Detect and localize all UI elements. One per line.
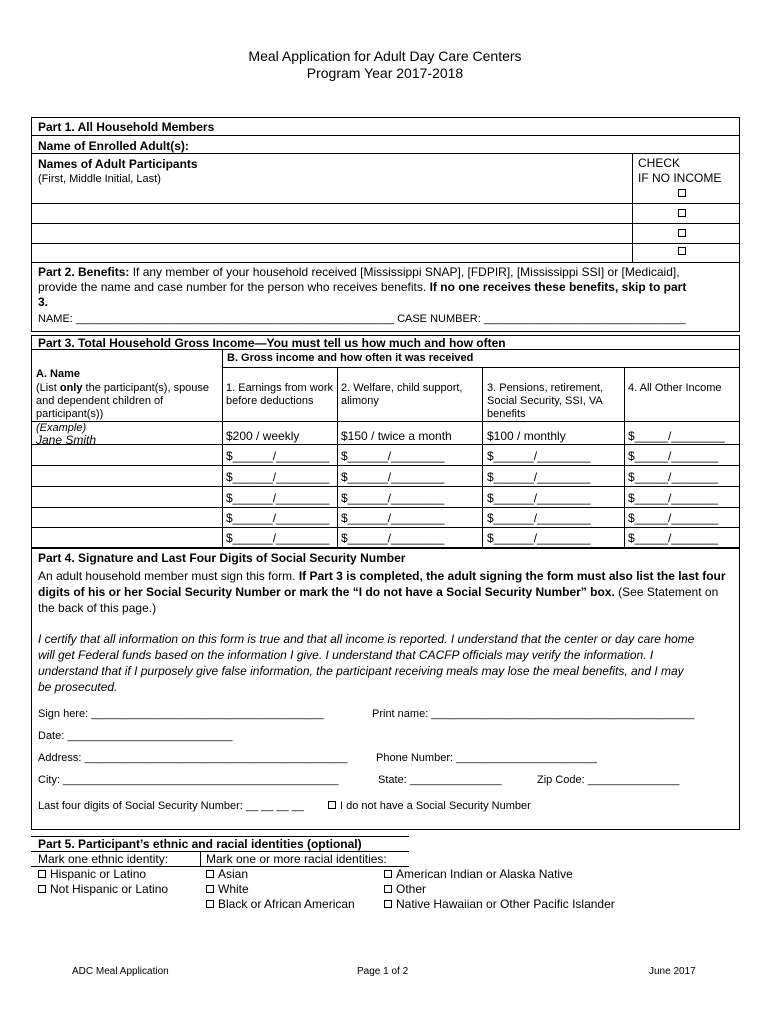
other-checkbox[interactable] bbox=[384, 885, 392, 893]
footer-date: June 2017 bbox=[649, 966, 696, 977]
part3-a-heading: A. Name bbox=[36, 368, 81, 380]
footer-page-number: Page 1 of 2 bbox=[357, 966, 409, 977]
part3-a-sub3: participant(s)) bbox=[36, 408, 104, 420]
zip-field[interactable]: Zip Code: _______________ bbox=[537, 774, 680, 786]
cert-line-3: understand that if I purposely give false information, the participant receiving meals may lose the meal benefits, and I may bbox=[38, 664, 684, 678]
income-row3-col4[interactable]: $_____/_______ bbox=[628, 491, 719, 505]
income-row4-col4[interactable]: $_____/_______ bbox=[628, 511, 719, 525]
part2-heading: Part 2. Benefits: bbox=[38, 265, 130, 279]
no-ssn-option[interactable]: I do not have a Social Security Number bbox=[328, 799, 531, 813]
cert-line-2: will get Federal funds based on the information I give. I understand that CACFP officials may verify the information. I bbox=[38, 648, 654, 662]
asian-checkbox[interactable] bbox=[206, 870, 214, 878]
cert-line-1: I certify that all information on this form is true and that all income is reported. I understand that the center or day care home bbox=[38, 632, 695, 646]
income-row5-col1[interactable]: $______/________ bbox=[226, 531, 330, 545]
col4-header-a: 4. All Other Income bbox=[628, 382, 722, 394]
example-col2: $150 / twice a month bbox=[341, 429, 452, 443]
address-field[interactable]: Address: ___________________________________________ bbox=[38, 752, 348, 764]
example-label: (Example) bbox=[36, 422, 87, 434]
hawaiian-checkbox[interactable] bbox=[384, 900, 392, 908]
no-income-checkbox-2[interactable] bbox=[678, 209, 686, 217]
example-col4: $_____/________ bbox=[628, 429, 725, 443]
black-checkbox[interactable] bbox=[206, 900, 214, 908]
example-col3: $100 / monthly bbox=[487, 429, 566, 443]
col3-header-c: benefits bbox=[487, 408, 526, 420]
income-row2-col2[interactable]: $______/________ bbox=[341, 470, 445, 484]
black-option[interactable]: Black or African American bbox=[206, 897, 355, 911]
part2-text-2a: provide the name and case number for the person who receives benefits. bbox=[38, 280, 427, 294]
col3-header-a: 3. Pensions, retirement, bbox=[487, 382, 604, 394]
income-row5-col4[interactable]: $_____/_______ bbox=[628, 531, 719, 545]
part2-text-1: If any member of your household received [Mississippi SNAP], [FDPIR], [Mississippi SSI] or [Medicaid], bbox=[132, 265, 680, 279]
check-header-2: IF NO INCOME bbox=[638, 171, 722, 185]
hispanic-option[interactable]: Hispanic or Latino bbox=[38, 867, 146, 881]
page-title bbox=[0, 48, 770, 82]
income-row1-col4[interactable]: $_____/_______ bbox=[628, 449, 719, 463]
american-indian-option[interactable]: American Indian or Alaska Native bbox=[384, 867, 573, 881]
print-name-field[interactable]: Print name: ___________________________________________ bbox=[372, 708, 695, 720]
part2-text-2b: If no one receives these benefits, skip to part bbox=[429, 280, 687, 294]
col1-header-a: 1. Earnings from work bbox=[226, 382, 333, 394]
income-row3-col2[interactable]: $______/________ bbox=[341, 491, 445, 505]
part1-heading: Part 1. All Household Members bbox=[38, 120, 215, 134]
hawaiian-option[interactable]: Native Hawaiian or Other Pacific Islander bbox=[384, 897, 615, 911]
income-row3-col1[interactable]: $______/________ bbox=[226, 491, 330, 505]
title-line-1: Meal Application for Adult Day Care Centers bbox=[248, 48, 522, 64]
col3-header-b: Social Security, SSI, VA bbox=[487, 395, 603, 407]
footer-left: ADC Meal Application bbox=[72, 966, 169, 977]
participant-name-field-4[interactable] bbox=[32, 244, 632, 263]
state-field[interactable]: State: _______________ bbox=[378, 774, 502, 786]
income-row2-col4[interactable]: $_____/_______ bbox=[628, 470, 719, 484]
income-row3-col3[interactable]: $______/________ bbox=[487, 491, 591, 505]
white-option[interactable]: White bbox=[206, 882, 249, 896]
sign-here-field[interactable]: Sign here: ______________________________________ bbox=[38, 708, 324, 720]
not-hispanic-checkbox[interactable] bbox=[38, 885, 46, 893]
date-field[interactable]: Date: ___________________________ bbox=[38, 730, 233, 742]
asian-option[interactable]: Asian bbox=[206, 867, 248, 881]
benefits-name-case-field[interactable]: NAME: ____________________________________________________ CASE NUMBER: _________________________________ bbox=[38, 313, 686, 325]
participant-name-field-2[interactable] bbox=[32, 204, 632, 223]
col2-header-a: 2. Welfare, child support, bbox=[341, 382, 463, 394]
not-hispanic-option[interactable]: Not Hispanic or Latino bbox=[38, 882, 168, 896]
part3-a-sub1: (List only the participant(s), spouse bbox=[36, 382, 210, 394]
income-row1-col3[interactable]: $______/________ bbox=[487, 449, 591, 463]
ethnic-label: Mark one ethnic identity: bbox=[38, 852, 169, 866]
no-income-checkbox-4[interactable] bbox=[678, 247, 686, 255]
part1-enrolled-label: Name of Enrolled Adult(s): bbox=[38, 139, 189, 153]
ssn-last-four-field[interactable]: Last four digits of Social Security Number: __ __ __ __ bbox=[38, 800, 304, 812]
part5-heading: Part 5. Participant’s ethnic and racial identities (optional) bbox=[38, 837, 362, 851]
col2-header-b: alimony bbox=[341, 395, 379, 407]
no-income-checkbox-1[interactable] bbox=[678, 189, 686, 197]
part4-instructions: An adult household member must sign this form. If Part 3 is completed, the adult signing the form must also list the last four digits of his or her Social Security Number or mark the “I do not have a Social Security Number” box. (See Statement on the back of this page.) bbox=[38, 569, 726, 615]
check-header-1: CHECK bbox=[638, 156, 681, 170]
racial-label: Mark one or more racial identities: bbox=[206, 852, 387, 866]
part4-heading: Part 4. Signature and Last Four Digits of Social Security Number bbox=[38, 551, 406, 565]
income-row1-col1[interactable]: $______/________ bbox=[226, 449, 330, 463]
part2-line2 bbox=[38, 280, 686, 294]
income-row4-col2[interactable]: $______/________ bbox=[341, 511, 445, 525]
phone-field[interactable]: Phone Number: _______________________ bbox=[376, 752, 597, 764]
income-row4-col1[interactable]: $______/________ bbox=[226, 511, 330, 525]
part1-names-heading: Names of Adult Participants bbox=[38, 157, 198, 171]
income-row5-col2[interactable]: $______/________ bbox=[341, 531, 445, 545]
other-option[interactable]: Other bbox=[384, 882, 426, 896]
no-ssn-checkbox[interactable] bbox=[328, 801, 336, 809]
american-indian-checkbox[interactable] bbox=[384, 870, 392, 878]
income-row5-col3[interactable]: $______/________ bbox=[487, 531, 591, 545]
example-col1: $200 / weekly bbox=[226, 429, 300, 443]
title-line-2: Program Year 2017-2018 bbox=[306, 65, 464, 81]
participant-name-field-3[interactable] bbox=[32, 224, 632, 243]
income-row2-col1[interactable]: $______/________ bbox=[226, 470, 330, 484]
part3-a-sub2: and dependent children of bbox=[36, 395, 164, 407]
part1-names-sub: (First, Middle Initial, Last) bbox=[38, 173, 161, 185]
white-checkbox[interactable] bbox=[206, 885, 214, 893]
city-field[interactable]: City: _____________________________________________ bbox=[38, 774, 339, 786]
example-name: Jane Smith bbox=[36, 433, 97, 447]
income-row2-col3[interactable]: $______/________ bbox=[487, 470, 591, 484]
cert-line-4: be prosecuted. bbox=[38, 680, 118, 694]
part3-b-heading: B. Gross income and how often it was received bbox=[227, 352, 474, 364]
col1-header-b: before deductions bbox=[226, 395, 314, 407]
income-row4-col3[interactable]: $______/________ bbox=[487, 511, 591, 525]
part2-line1 bbox=[38, 265, 680, 279]
income-row1-col2[interactable]: $______/________ bbox=[341, 449, 445, 463]
part3-heading: Part 3. Total Household Gross Income—You must tell us how much and how often bbox=[38, 336, 506, 350]
hispanic-checkbox[interactable] bbox=[38, 870, 46, 878]
part2-line3: 3. bbox=[38, 295, 49, 309]
participant-name-field-1[interactable] bbox=[32, 187, 632, 203]
no-income-checkbox-3[interactable] bbox=[678, 229, 686, 237]
